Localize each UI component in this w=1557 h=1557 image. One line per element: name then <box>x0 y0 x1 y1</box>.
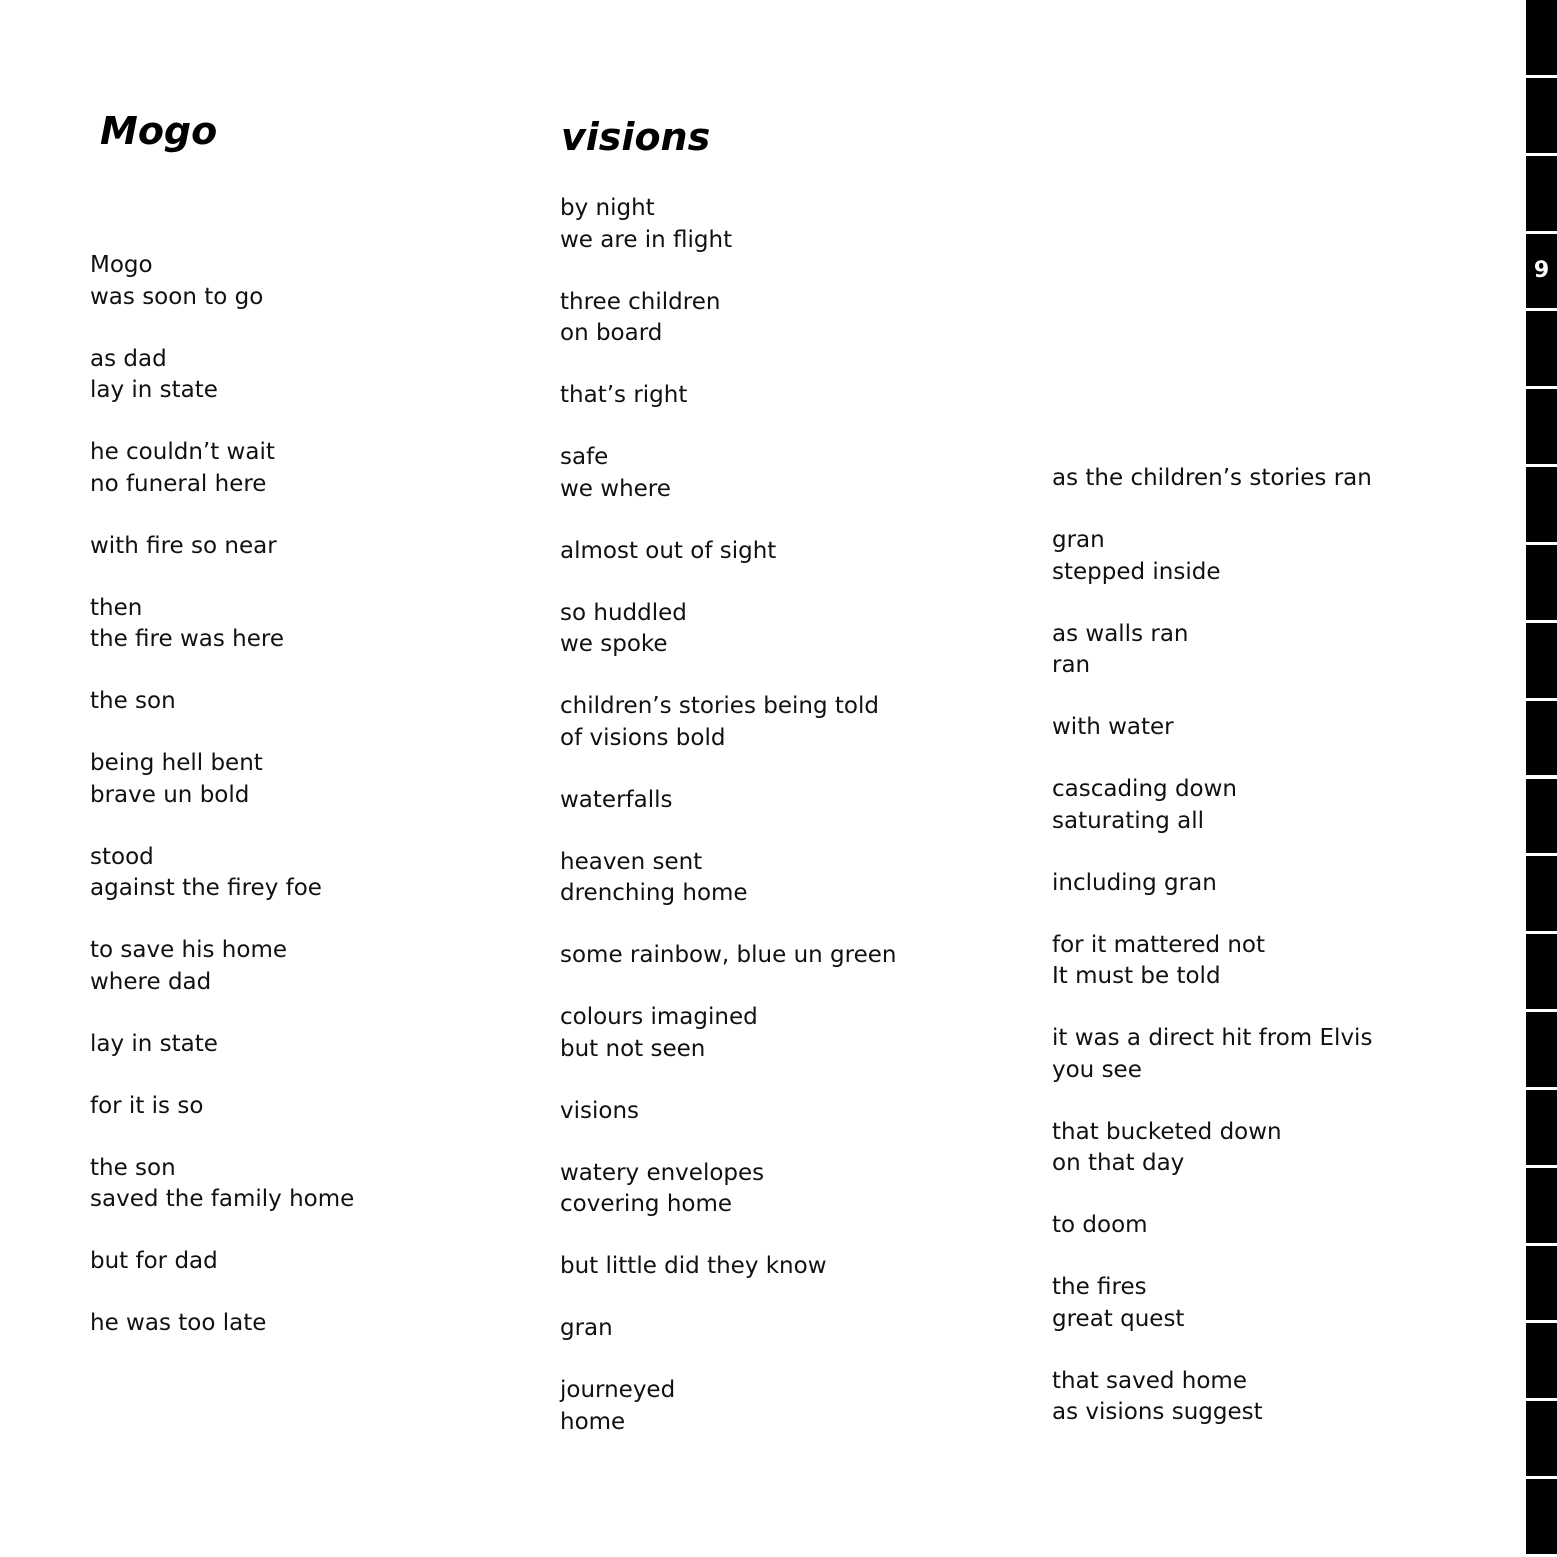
stanza <box>1052 1210 1372 1242</box>
stanza <box>560 442 896 505</box>
stanza <box>90 686 354 718</box>
poem-line: great quest <box>1052 1305 1185 1332</box>
stanza <box>560 193 896 256</box>
page-tab-block <box>1526 779 1557 854</box>
poem-line: on board <box>560 320 663 346</box>
page-tab-block <box>1526 311 1557 386</box>
poem-line: to doom <box>1052 1212 1148 1238</box>
poem-line: three children <box>560 288 721 315</box>
poem-line: journeyed <box>560 1377 676 1403</box>
page-tab-strip <box>1526 0 1557 1557</box>
stanza <box>90 250 354 313</box>
stanza <box>560 1313 896 1345</box>
page-tab-block <box>1526 1246 1557 1321</box>
poem-line: to save his home <box>90 937 288 963</box>
page-tab-block <box>1526 856 1557 931</box>
poem-line: we are in flight <box>560 226 733 253</box>
page-tab-block <box>1526 1168 1557 1243</box>
poem-line: gran <box>560 1315 613 1341</box>
poem-line: but little did they know <box>560 1253 827 1279</box>
poem-line: saved the family home <box>90 1186 355 1212</box>
stanza <box>560 598 896 661</box>
poem-line: Mogo <box>90 252 153 278</box>
poem-line: it was a direct hit from Elvis <box>1052 1025 1373 1051</box>
poem-line: lay in state <box>90 1030 218 1057</box>
poem-line: with fire so near <box>90 532 277 559</box>
page-tab-block <box>1526 78 1557 153</box>
poem-line: as the children’s stories ran <box>1052 465 1372 491</box>
poem-line: being hell bent <box>90 750 263 776</box>
stanza <box>1052 774 1372 837</box>
poem-line: as walls ran <box>1052 620 1189 647</box>
poem-line: we spoke <box>560 631 668 657</box>
poem-line: gran <box>1052 527 1105 553</box>
poem-line: he was too late <box>90 1310 267 1336</box>
poem-line: no funeral here <box>90 470 267 497</box>
poem-line: including gran <box>1052 869 1217 896</box>
stanza <box>560 1002 896 1065</box>
page-tab-block <box>1526 1090 1557 1165</box>
poem-line: was soon to go <box>90 283 264 310</box>
stanza <box>560 287 896 350</box>
poem-line: that’s right <box>560 382 688 408</box>
stanza <box>560 1096 896 1128</box>
poem-title-mogo: Mogo <box>100 109 218 153</box>
poem-line: waterfalls <box>560 786 673 813</box>
stanza <box>560 847 896 910</box>
poem-line: by night <box>560 195 655 221</box>
poem-line: the fires <box>1052 1274 1147 1300</box>
stanza <box>1052 1366 1372 1429</box>
poem-title-visions: visions <box>561 115 711 159</box>
poem-line: but for dad <box>90 1248 218 1274</box>
page-tab-block <box>1526 0 1557 75</box>
poem-line: of visions bold <box>560 724 726 751</box>
poem-line: safe <box>560 444 609 470</box>
page-tab-block <box>1526 156 1557 231</box>
stanza <box>90 842 354 905</box>
stanza <box>560 1375 896 1438</box>
poem-line: almost out of sight <box>560 537 777 564</box>
poem-line: then <box>90 594 143 621</box>
poem-line: stepped inside <box>1052 558 1221 585</box>
poem-line: covering home <box>560 1191 733 1217</box>
poem-line: for it is so <box>90 1092 204 1119</box>
poem-line: as visions suggest <box>1052 1399 1263 1425</box>
poem-line: home <box>560 1408 626 1435</box>
poem-line: that bucketed down <box>1052 1118 1282 1145</box>
poem-line: with water <box>1052 714 1174 740</box>
poem-line: we where <box>560 475 671 502</box>
stanza <box>1052 868 1372 900</box>
poem-line: saturating all <box>1052 807 1204 834</box>
poem-line: some rainbow, blue un green <box>560 942 897 968</box>
stanza <box>90 935 354 998</box>
stanza <box>1052 1117 1372 1180</box>
stanza <box>560 380 896 412</box>
stanza <box>560 691 896 754</box>
poem-line: for it mattered not <box>1052 931 1266 958</box>
poem-line: lay in state <box>90 377 218 403</box>
poem-visions-body <box>560 193 896 1469</box>
stanza <box>560 1158 896 1221</box>
page-tab-block <box>1526 1012 1557 1087</box>
page-tab-block <box>1526 1401 1557 1476</box>
stanza <box>90 748 354 811</box>
poem-line: It must be told <box>1052 963 1221 989</box>
poem-line: colours imagined <box>560 1004 758 1030</box>
page-tab-block <box>1526 389 1557 464</box>
poem-line: that saved home <box>1052 1367 1247 1394</box>
stanza <box>1052 930 1372 993</box>
poem-line: drenching home <box>560 880 748 906</box>
page-tab-block <box>1526 545 1557 620</box>
stanza <box>1052 619 1372 682</box>
stanza <box>90 344 354 407</box>
poem-line: brave un bold <box>90 781 250 808</box>
poem-line: cascading down <box>1052 776 1237 802</box>
poem-line: so huddled <box>560 599 687 626</box>
page-number-tab <box>1526 234 1557 309</box>
poem-visions-continuation <box>1052 463 1372 1459</box>
poem-line: but not seen <box>560 1035 706 1062</box>
poem-line: watery envelopes <box>560 1159 765 1186</box>
stanza <box>90 531 354 563</box>
page-number: 9 <box>1533 258 1550 284</box>
stanza <box>90 437 354 500</box>
poem-line: ran <box>1052 652 1091 678</box>
stanza <box>90 593 354 656</box>
stanza <box>90 1029 354 1061</box>
stanza <box>90 1091 354 1123</box>
stanza <box>560 940 896 972</box>
page-tab-block <box>1526 701 1557 776</box>
page-tab-block <box>1526 934 1557 1009</box>
page-tab-block <box>1526 1479 1557 1554</box>
stanza <box>1052 1023 1372 1086</box>
stanza <box>90 1246 354 1278</box>
poem-line: the son <box>90 688 176 714</box>
page-tab-block <box>1526 467 1557 542</box>
page-tab-block <box>1526 623 1557 698</box>
poem-line: stood <box>90 843 154 870</box>
stanza <box>560 1251 896 1283</box>
poem-line: heaven sent <box>560 848 703 875</box>
stanza <box>560 536 896 568</box>
poem-line: the fire was here <box>90 626 284 652</box>
poem-line: he couldn’t wait <box>90 439 275 465</box>
poem-line: children’s stories being told <box>560 693 879 719</box>
poem-line: the son <box>90 1154 176 1181</box>
stanza <box>1052 463 1372 495</box>
stanza <box>1052 525 1372 588</box>
poem-mogo-body <box>90 250 354 1370</box>
poem-line: as dad <box>90 345 167 372</box>
poem-line: visions <box>560 1097 640 1124</box>
page-tab-block <box>1526 1323 1557 1398</box>
poem-line: where dad <box>90 968 212 995</box>
stanza <box>1052 712 1372 744</box>
poem-line: on that day <box>1052 1150 1185 1176</box>
stanza <box>1052 1272 1372 1335</box>
poem-line: against the firey foe <box>90 875 322 901</box>
stanza <box>90 1308 354 1340</box>
stanza <box>90 1153 354 1216</box>
poem-line: you see <box>1052 1056 1142 1083</box>
stanza <box>560 785 896 817</box>
